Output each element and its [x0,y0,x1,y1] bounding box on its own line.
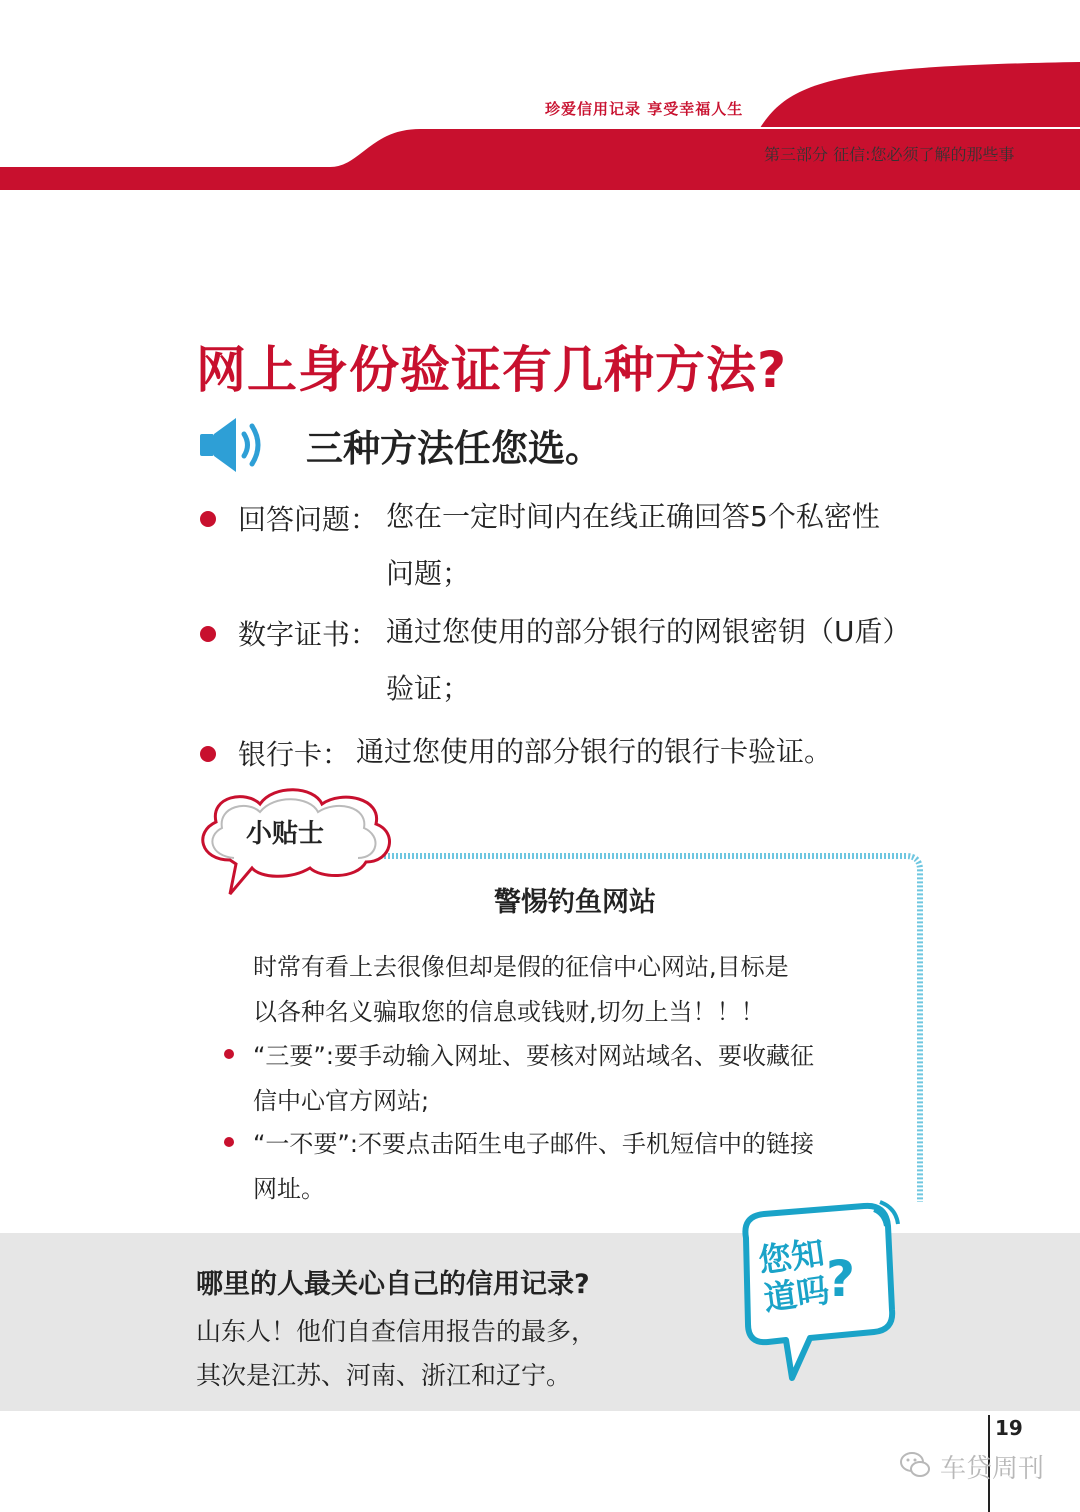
tip-intro-line: 时常有看上去很像但却是假的征信中心网站,目标是 [253,953,789,981]
bullet-dot [200,626,216,642]
badge-line: 道吗 [761,1270,832,1319]
method-desc: 通过您使用的部分银行的网银密钥（U盾）验证； [386,615,911,705]
question-mark-icon: ? [826,1250,856,1308]
tip-bullet-dot [224,1137,234,1147]
page-title: 网上身份验证有几种方法? [196,341,788,399]
method-desc: 通过您使用的部分银行的银行卡验证。 [356,735,833,768]
method-item [196,733,936,783]
tip-bullet-line: 网址。 [253,1175,325,1203]
did-you-know-question: 哪里的人最关心自己的信用记录? [196,1269,590,1300]
tip-bullet-dot [224,1049,234,1059]
tip-label: 小贴士 [246,819,325,849]
tip-bullet-line: 信中心官方网站; [253,1087,430,1115]
bullet-dot [200,511,216,527]
speaker-icon [196,412,276,478]
method-item [196,498,936,608]
tip-bullet-line: “一不要”:不要点击陌生电子邮件、手机短信中的链接 [253,1130,814,1158]
tip-intro-line: 以各种名义骗取您的信息或钱财,切勿上当！！！ [253,998,765,1026]
method-name: 银行卡： [238,738,351,771]
method-desc: 您在一定时间内在线正确回答5个私密性问题； [386,500,880,590]
header-section-title: 第三部分 征信:您必须了解的那些事 [764,145,1015,164]
tip-title: 警惕钓鱼网站 [494,887,656,918]
page-number: 19 [995,1416,1023,1440]
method-name: 回答问题： [238,503,379,536]
wechat-icon [898,1448,932,1482]
method-item [196,613,936,723]
badge-line: 您知 [755,1232,827,1281]
header-slogan: 珍爱信用记录 享受幸福人生 [545,100,744,118]
watermark: 车贷周刊 [940,1454,1045,1484]
method-name: 数字证书： [238,618,379,651]
bullet-dot [200,746,216,762]
did-you-know-answer: 其次是江苏、河南、浙江和辽宁。 [196,1361,572,1390]
tip-bullet-line: “三要”:要手动输入网址、要核对网站域名、要收藏征 [253,1042,814,1070]
answer-headline: 三种方法任您选。 [306,427,602,470]
did-you-know-answer: 山东人！他们自查信用报告的最多， [196,1317,597,1346]
header-red-swoosh [0,0,1080,200]
